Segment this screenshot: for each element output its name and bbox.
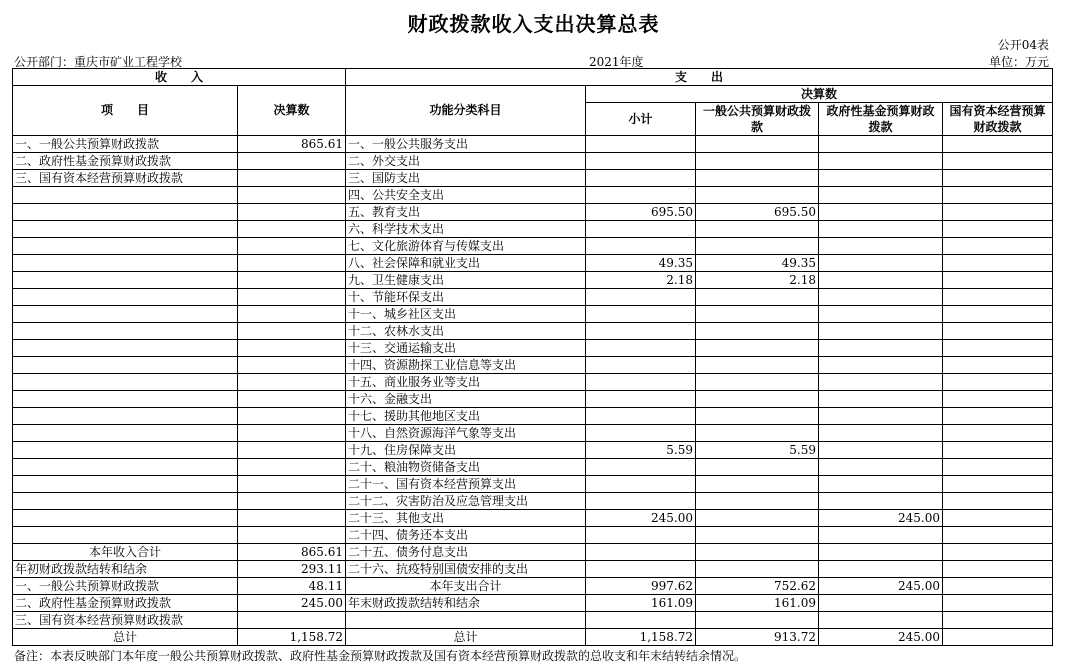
func-category-cell: 二十五、债务付息支出	[346, 544, 586, 561]
income-item-cell	[13, 255, 238, 272]
income-item-cell	[13, 204, 238, 221]
income-item-cell	[13, 238, 238, 255]
income-amount-cell	[238, 357, 346, 374]
income-amount-cell: 293.11	[238, 561, 346, 578]
income-amount-cell	[238, 425, 346, 442]
income-item-cell: 一、一般公共预算财政拨款	[13, 136, 238, 153]
general-budget-cell	[696, 510, 819, 527]
gov-fund-cell	[819, 187, 943, 204]
income-item-cell	[13, 425, 238, 442]
gov-fund-cell	[819, 357, 943, 374]
general-budget-cell	[696, 357, 819, 374]
income-amount-cell	[238, 408, 346, 425]
general-budget-cell	[696, 221, 819, 238]
subtotal-cell: 245.00	[586, 510, 696, 527]
page-title: 财政拨款收入支出决算总表	[407, 12, 660, 36]
table-row	[13, 561, 1053, 578]
table-row	[13, 221, 1053, 238]
subtotal-cell: 997.62	[586, 578, 696, 595]
state-capital-cell	[943, 187, 1053, 204]
gov-fund-cell	[819, 493, 943, 510]
gov-fund-cell	[819, 136, 943, 153]
financial-table	[12, 68, 1053, 646]
func-category-cell	[346, 612, 586, 629]
gov-fund-cell: 245.00	[819, 510, 943, 527]
subtotal-cell	[586, 153, 696, 170]
general-budget-cell	[696, 527, 819, 544]
func-category-cell: 四、公共安全支出	[346, 187, 586, 204]
income-item-cell	[13, 510, 238, 527]
gov-fund-cell	[819, 561, 943, 578]
gov-fund-cell: 245.00	[819, 629, 943, 646]
state-capital-cell	[943, 170, 1053, 187]
func-category-cell: 十四、资源勘探工业信息等支出	[346, 357, 586, 374]
subtotal-cell: 161.09	[586, 595, 696, 612]
table-row	[13, 306, 1053, 323]
income-item-cell: 二、政府性基金预算财政拨款	[13, 595, 238, 612]
gov-fund-cell: 245.00	[819, 578, 943, 595]
state-capital-cell	[943, 289, 1053, 306]
table-row	[13, 187, 1053, 204]
income-item-cell	[13, 272, 238, 289]
table-row	[13, 595, 1053, 612]
func-category-cell: 总计	[346, 629, 586, 646]
subtotal-cell	[586, 374, 696, 391]
income-item-cell	[13, 408, 238, 425]
table-row	[13, 629, 1053, 646]
table-row	[13, 357, 1053, 374]
income-amount-cell	[238, 340, 346, 357]
state-capital-cell	[943, 442, 1053, 459]
income-item-cell	[13, 459, 238, 476]
state-capital-cell	[943, 323, 1053, 340]
income-amount-cell	[238, 493, 346, 510]
table-row	[13, 238, 1053, 255]
general-budget-cell	[696, 561, 819, 578]
general-budget-cell: 5.59	[696, 442, 819, 459]
gov-fund-cell	[819, 204, 943, 221]
general-budget-cell	[696, 136, 819, 153]
general-budget-cell	[696, 289, 819, 306]
income-item-cell	[13, 306, 238, 323]
state-capital-cell	[943, 238, 1053, 255]
income-item-cell: 年初财政拨款结转和结余	[13, 561, 238, 578]
income-item-cell: 一、一般公共预算财政拨款	[13, 578, 238, 595]
amount-header: 决算数	[238, 86, 346, 136]
state-capital-cell	[943, 459, 1053, 476]
unit-label: 单位：万元	[988, 55, 1049, 69]
general-budget-cell	[696, 476, 819, 493]
income-amount-cell	[238, 170, 346, 187]
state-capital-cell	[943, 578, 1053, 595]
state-capital-cell	[943, 221, 1053, 238]
subtotal-cell	[586, 391, 696, 408]
gov-fund-cell	[819, 221, 943, 238]
gov-fund-cell	[819, 238, 943, 255]
state-capital-cell	[943, 153, 1053, 170]
state-capital-cell	[943, 255, 1053, 272]
table-row	[13, 493, 1053, 510]
state-capital-cell	[943, 340, 1053, 357]
income-amount-cell	[238, 255, 346, 272]
state-capital-cell	[943, 493, 1053, 510]
income-amount-cell: 865.61	[238, 544, 346, 561]
func-category-cell: 五、教育支出	[346, 204, 586, 221]
state-capital-cell	[943, 357, 1053, 374]
table-row	[13, 544, 1053, 561]
subtotal-cell	[586, 493, 696, 510]
income-item-cell	[13, 527, 238, 544]
department-label: 公开部门：重庆市矿业工程学校	[14, 55, 183, 69]
income-amount-cell	[238, 391, 346, 408]
income-item-cell	[13, 357, 238, 374]
general-budget-cell: 49.35	[696, 255, 819, 272]
state-capital-cell	[943, 595, 1053, 612]
gov-fund-cell	[819, 391, 943, 408]
func-category-header: 功能分类科目	[346, 86, 586, 136]
table-row	[13, 612, 1053, 629]
func-category-cell: 八、社会保障和就业支出	[346, 255, 586, 272]
income-item-cell	[13, 323, 238, 340]
func-category-cell: 六、科学技术支出	[346, 221, 586, 238]
state-capital-cell	[943, 408, 1053, 425]
income-amount-cell	[238, 272, 346, 289]
table-row	[13, 476, 1053, 493]
func-category-cell: 十七、援助其他地区支出	[346, 408, 586, 425]
year-label: 2021年度	[589, 55, 644, 69]
general-budget-cell	[696, 544, 819, 561]
func-category-cell: 十六、金融支出	[346, 391, 586, 408]
income-amount-cell	[238, 306, 346, 323]
income-item-cell	[13, 391, 238, 408]
table-row	[13, 289, 1053, 306]
gov-fund-cell	[819, 612, 943, 629]
subtotal-header: 小计	[586, 103, 696, 136]
income-item-cell	[13, 289, 238, 306]
income-amount-cell: 865.61	[238, 136, 346, 153]
state-capital-cell	[943, 425, 1053, 442]
gov-fund-cell	[819, 272, 943, 289]
income-amount-cell	[238, 476, 346, 493]
general-budget-cell	[696, 408, 819, 425]
func-category-cell: 十、节能环保支出	[346, 289, 586, 306]
state-capital-cell	[943, 510, 1053, 527]
func-category-cell: 二十、粮油物资储备支出	[346, 459, 586, 476]
final-accounts-header: 决算数	[586, 86, 1053, 103]
general-budget-cell	[696, 153, 819, 170]
func-category-cell: 年末财政拨款结转和结余	[346, 595, 586, 612]
gov-fund-cell	[819, 153, 943, 170]
gov-fund-cell	[819, 323, 943, 340]
income-amount-cell	[238, 374, 346, 391]
income-item-cell	[13, 476, 238, 493]
table-row	[13, 204, 1053, 221]
subtotal-cell	[586, 459, 696, 476]
func-category-cell: 十五、商业服务业等支出	[346, 374, 586, 391]
gov-fund-cell	[819, 527, 943, 544]
income-amount-cell	[238, 510, 346, 527]
income-item-cell	[13, 442, 238, 459]
table-row	[13, 527, 1053, 544]
general-budget-cell: 913.72	[696, 629, 819, 646]
general-budget-cell	[696, 374, 819, 391]
income-amount-cell	[238, 221, 346, 238]
subtotal-cell	[586, 527, 696, 544]
income-amount-cell	[238, 442, 346, 459]
general-budget-cell	[696, 612, 819, 629]
table-row	[13, 170, 1053, 187]
func-category-cell: 二十三、其他支出	[346, 510, 586, 527]
income-item-cell	[13, 374, 238, 391]
state-capital-cell	[943, 204, 1053, 221]
gov-fund-cell	[819, 476, 943, 493]
func-category-cell: 三、国防支出	[346, 170, 586, 187]
income-item-cell: 总计	[13, 629, 238, 646]
gov-fund-cell	[819, 442, 943, 459]
state-capital-cell	[943, 374, 1053, 391]
subtotal-cell	[586, 323, 696, 340]
income-item-cell	[13, 221, 238, 238]
table-row	[13, 510, 1053, 527]
general-budget-cell	[696, 425, 819, 442]
footnote: 备注：本表反映部门本年度一般公共预算财政拨款、政府性基金预算财政拨款及国有资本经营预算财政拨款的总收支和年末结转结余情况。	[14, 649, 747, 663]
subtotal-cell	[586, 340, 696, 357]
state-capital-cell	[943, 136, 1053, 153]
gov-fund-cell	[819, 544, 943, 561]
subtotal-cell	[586, 544, 696, 561]
form-number: 公开04表	[997, 38, 1049, 52]
table-row	[13, 425, 1053, 442]
general-budget-cell: 695.50	[696, 204, 819, 221]
gov-fund-cell	[819, 425, 943, 442]
table-row	[13, 136, 1053, 153]
income-amount-cell	[238, 459, 346, 476]
general-budget-cell	[696, 306, 819, 323]
gov-fund-cell	[819, 459, 943, 476]
income-item-cell: 三、国有资本经营预算财政拨款	[13, 612, 238, 629]
subtotal-cell	[586, 187, 696, 204]
subtotal-cell	[586, 357, 696, 374]
state-capital-cell	[943, 612, 1053, 629]
table-row	[13, 153, 1053, 170]
income-amount-cell	[238, 153, 346, 170]
gov-fund-cell	[819, 340, 943, 357]
income-item-cell	[13, 340, 238, 357]
func-category-cell: 二十二、灾害防治及应急管理支出	[346, 493, 586, 510]
table-row	[13, 578, 1053, 595]
table-row	[13, 323, 1053, 340]
table-body	[13, 136, 1053, 646]
state-capital-cell	[943, 629, 1053, 646]
income-amount-cell: 245.00	[238, 595, 346, 612]
table-row	[13, 272, 1053, 289]
func-category-cell: 二十一、国有资本经营预算支出	[346, 476, 586, 493]
gov-fund-cell	[819, 170, 943, 187]
subtotal-cell	[586, 476, 696, 493]
table-row	[13, 442, 1053, 459]
state-capital-cell	[943, 561, 1053, 578]
func-category-cell: 本年支出合计	[346, 578, 586, 595]
state-capital-cell	[943, 306, 1053, 323]
subtotal-cell	[586, 425, 696, 442]
subtotal-cell	[586, 612, 696, 629]
general-budget-cell	[696, 323, 819, 340]
subtotal-cell	[586, 561, 696, 578]
state-capital-cell	[943, 544, 1053, 561]
subtotal-cell	[586, 306, 696, 323]
subtotal-cell: 2.18	[586, 272, 696, 289]
func-category-cell: 二十四、债务还本支出	[346, 527, 586, 544]
income-item-cell: 本年收入合计	[13, 544, 238, 561]
income-amount-cell	[238, 323, 346, 340]
income-amount-cell	[238, 289, 346, 306]
func-category-cell: 七、文化旅游体育与传媒支出	[346, 238, 586, 255]
gov-fund-cell	[819, 255, 943, 272]
subtotal-cell: 1,158.72	[586, 629, 696, 646]
table-row	[13, 374, 1053, 391]
func-category-cell: 十二、农林水支出	[346, 323, 586, 340]
income-amount-cell: 48.11	[238, 578, 346, 595]
general-budget-cell	[696, 493, 819, 510]
subtotal-cell: 5.59	[586, 442, 696, 459]
func-category-cell: 九、卫生健康支出	[346, 272, 586, 289]
func-category-cell: 十一、城乡社区支出	[346, 306, 586, 323]
income-amount-cell	[238, 204, 346, 221]
func-category-cell: 十八、自然资源海洋气象等支出	[346, 425, 586, 442]
state-capital-cell	[943, 527, 1053, 544]
expense-header: 支 出	[346, 69, 1053, 86]
income-item-cell: 三、国有资本经营预算财政拨款	[13, 170, 238, 187]
func-category-cell: 十九、住房保障支出	[346, 442, 586, 459]
func-category-cell: 十三、交通运输支出	[346, 340, 586, 357]
subtotal-cell	[586, 221, 696, 238]
income-header: 收 入	[13, 69, 346, 86]
table-row	[13, 459, 1053, 476]
subtotal-cell	[586, 289, 696, 306]
income-item-cell	[13, 493, 238, 510]
subtotal-cell: 695.50	[586, 204, 696, 221]
gov-fund-cell	[819, 289, 943, 306]
table-row	[13, 340, 1053, 357]
income-item-cell	[13, 187, 238, 204]
state-capital-header: 国有资本经营预算财政拨款	[943, 103, 1053, 136]
subtotal-cell	[586, 238, 696, 255]
income-amount-cell	[238, 612, 346, 629]
func-category-cell: 二十六、抗疫特别国债安排的支出	[346, 561, 586, 578]
gov-fund-cell	[819, 408, 943, 425]
income-amount-cell	[238, 187, 346, 204]
income-amount-cell: 1,158.72	[238, 629, 346, 646]
state-capital-cell	[943, 476, 1053, 493]
gov-fund-header: 政府性基金预算财政拨款	[819, 103, 943, 136]
gov-fund-cell	[819, 595, 943, 612]
general-budget-cell	[696, 391, 819, 408]
general-budget-header: 一般公共预算财政拨款	[696, 103, 819, 136]
income-amount-cell	[238, 527, 346, 544]
subtotal-cell: 49.35	[586, 255, 696, 272]
general-budget-cell: 752.62	[696, 578, 819, 595]
general-budget-cell: 161.09	[696, 595, 819, 612]
subtotal-cell	[586, 170, 696, 187]
gov-fund-cell	[819, 306, 943, 323]
subtotal-cell	[586, 408, 696, 425]
func-category-cell: 二、外交支出	[346, 153, 586, 170]
general-budget-cell	[696, 170, 819, 187]
subtotal-cell	[586, 136, 696, 153]
gov-fund-cell	[819, 374, 943, 391]
item-header: 项 目	[13, 86, 238, 136]
state-capital-cell	[943, 272, 1053, 289]
general-budget-cell	[696, 238, 819, 255]
general-budget-cell	[696, 340, 819, 357]
income-amount-cell	[238, 238, 346, 255]
general-budget-cell: 2.18	[696, 272, 819, 289]
income-item-cell: 二、政府性基金预算财政拨款	[13, 153, 238, 170]
table-row	[13, 391, 1053, 408]
func-category-cell: 一、一般公共服务支出	[346, 136, 586, 153]
table-row	[13, 408, 1053, 425]
general-budget-cell	[696, 459, 819, 476]
table-row	[13, 255, 1053, 272]
state-capital-cell	[943, 391, 1053, 408]
general-budget-cell	[696, 187, 819, 204]
